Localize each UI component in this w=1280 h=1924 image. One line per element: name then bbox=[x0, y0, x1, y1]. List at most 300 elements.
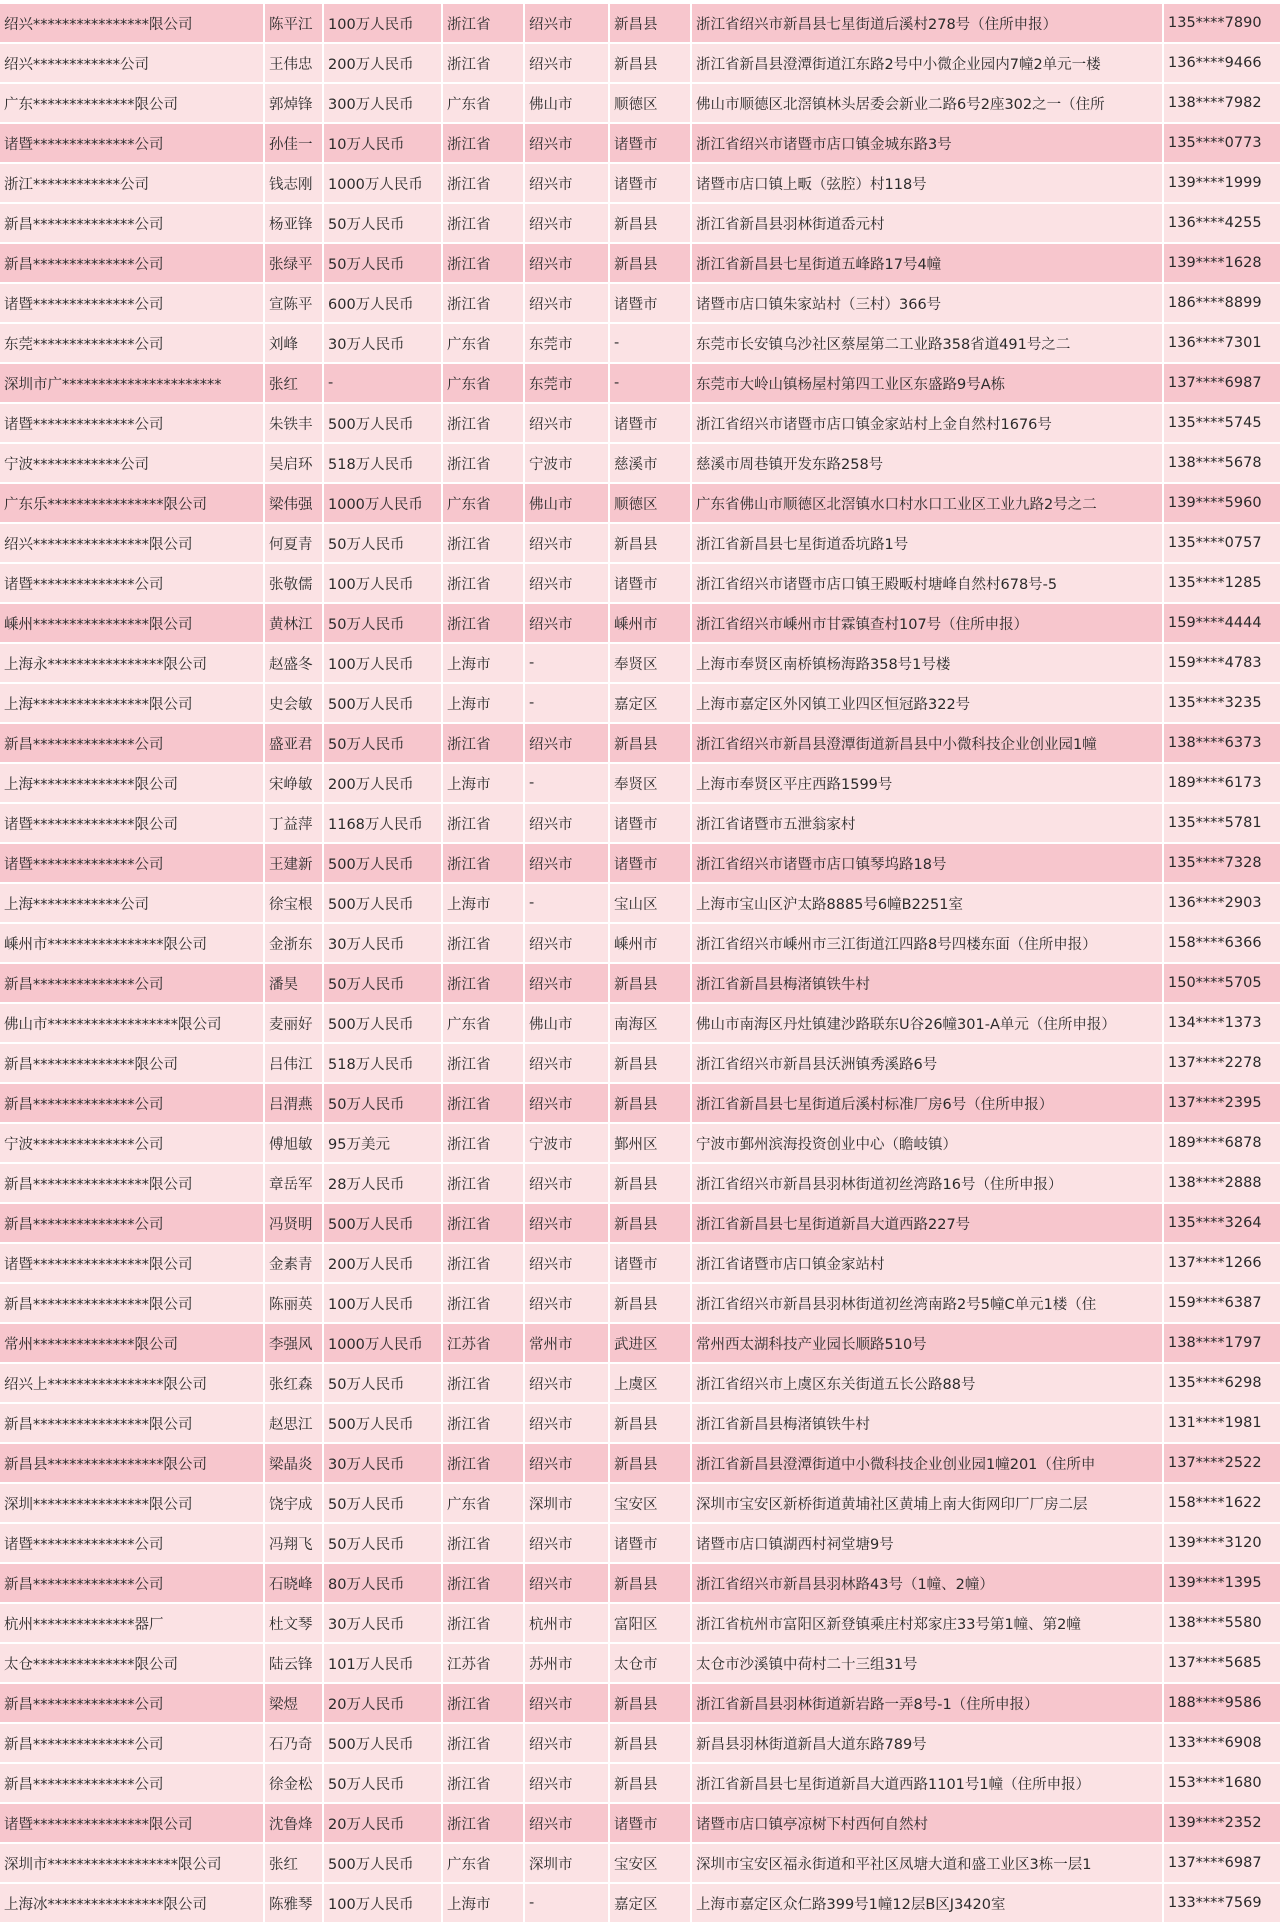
table-row bbox=[0, 83, 1280, 123]
district-cell: 奉贤区 bbox=[609, 643, 691, 683]
table-row bbox=[0, 1523, 1280, 1563]
registered-capital-cell: 50万人民币 bbox=[323, 603, 442, 643]
registered-capital-cell: 50万人民币 bbox=[323, 963, 442, 1003]
province-cell: 浙江省 bbox=[442, 1243, 524, 1283]
registered-capital-cell: 20万人民币 bbox=[323, 1803, 442, 1843]
district-cell: 武进区 bbox=[609, 1323, 691, 1363]
registered-capital-cell: 30万人民币 bbox=[323, 1603, 442, 1643]
city-cell: 绍兴市 bbox=[524, 1283, 609, 1323]
address-cell: 浙江省绍兴市新昌县羽林街道初丝湾路16号（住所申报） bbox=[691, 1163, 1163, 1203]
company-name-cell: 诸暨****************限公司 bbox=[0, 1243, 264, 1283]
company-name-cell: 诸暨**************公司 bbox=[0, 123, 264, 163]
province-cell: 浙江省 bbox=[442, 1083, 524, 1123]
legal-rep-cell: 王建新 bbox=[264, 843, 323, 883]
table-row bbox=[0, 363, 1280, 403]
registered-capital-cell: 500万人民币 bbox=[323, 1403, 442, 1443]
table-row bbox=[0, 1123, 1280, 1163]
address-cell: 浙江省杭州市富阳区新登镇乘庄村郑家庄33号第1幢、第2幢 bbox=[691, 1603, 1163, 1643]
phone-cell: 135****6298 bbox=[1163, 1363, 1280, 1403]
city-cell: 绍兴市 bbox=[524, 523, 609, 563]
registered-capital-cell: 1000万人民币 bbox=[323, 163, 442, 203]
district-cell: 嘉定区 bbox=[609, 1883, 691, 1923]
province-cell: 浙江省 bbox=[442, 923, 524, 963]
registered-capital-cell: 500万人民币 bbox=[323, 403, 442, 443]
address-cell: 常州西太湖科技产业园长顺路510号 bbox=[691, 1323, 1163, 1363]
registered-capital-cell: 50万人民币 bbox=[323, 723, 442, 763]
district-cell: 新昌县 bbox=[609, 1043, 691, 1083]
address-cell: 宁波市鄞州滨海投资创业中心（瞻岐镇） bbox=[691, 1123, 1163, 1163]
address-cell: 浙江省绍兴市新昌县羽林路43号（1幢、2幢） bbox=[691, 1563, 1163, 1603]
company-name-cell: 新昌**************公司 bbox=[0, 203, 264, 243]
registered-capital-cell: 500万人民币 bbox=[323, 1003, 442, 1043]
city-cell: 绍兴市 bbox=[524, 563, 609, 603]
phone-cell: 158****1622 bbox=[1163, 1483, 1280, 1523]
company-table-body bbox=[0, 4, 1280, 1923]
registered-capital-cell: 500万人民币 bbox=[323, 683, 442, 723]
registered-capital-cell: 30万人民币 bbox=[323, 923, 442, 963]
registered-capital-cell: 50万人民币 bbox=[323, 1523, 442, 1563]
province-cell: 浙江省 bbox=[442, 1363, 524, 1403]
legal-rep-cell: 陈平江 bbox=[264, 4, 323, 43]
phone-cell: 138****7982 bbox=[1163, 83, 1280, 123]
province-cell: 浙江省 bbox=[442, 1803, 524, 1843]
registered-capital-cell: 500万人民币 bbox=[323, 1723, 442, 1763]
address-cell: 浙江省新昌县澄潭街道中小微科技企业创业园1幢201（住所申 bbox=[691, 1443, 1163, 1483]
registered-capital-cell: - bbox=[323, 363, 442, 403]
address-cell: 上海市奉贤区平庄西路1599号 bbox=[691, 763, 1163, 803]
city-cell: 深圳市 bbox=[524, 1843, 609, 1883]
province-cell: 浙江省 bbox=[442, 203, 524, 243]
table-row bbox=[0, 1843, 1280, 1883]
table-row bbox=[0, 923, 1280, 963]
district-cell: 新昌县 bbox=[609, 723, 691, 763]
registered-capital-cell: 500万人民币 bbox=[323, 1203, 442, 1243]
table-row bbox=[0, 403, 1280, 443]
district-cell: 诸暨市 bbox=[609, 1803, 691, 1843]
address-cell: 浙江省绍兴市新昌县羽林街道初丝湾南路2号5幢C单元1楼（住 bbox=[691, 1283, 1163, 1323]
phone-cell: 138****5678 bbox=[1163, 443, 1280, 483]
legal-rep-cell: 金浙东 bbox=[264, 923, 323, 963]
province-cell: 浙江省 bbox=[442, 43, 524, 83]
company-name-cell: 诸暨**************公司 bbox=[0, 1523, 264, 1563]
company-name-cell: 新昌****************限公司 bbox=[0, 1163, 264, 1203]
legal-rep-cell: 吴启环 bbox=[264, 443, 323, 483]
phone-cell: 138****5580 bbox=[1163, 1603, 1280, 1643]
phone-cell: 135****0757 bbox=[1163, 523, 1280, 563]
province-cell: 广东省 bbox=[442, 483, 524, 523]
phone-cell: 139****5960 bbox=[1163, 483, 1280, 523]
phone-cell: 139****3120 bbox=[1163, 1523, 1280, 1563]
district-cell: 新昌县 bbox=[609, 243, 691, 283]
district-cell: 新昌县 bbox=[609, 1163, 691, 1203]
legal-rep-cell: 陈雅琴 bbox=[264, 1883, 323, 1923]
province-cell: 广东省 bbox=[442, 1003, 524, 1043]
city-cell: 绍兴市 bbox=[524, 1203, 609, 1243]
legal-rep-cell: 张红森 bbox=[264, 1363, 323, 1403]
table-row bbox=[0, 1283, 1280, 1323]
company-name-cell: 诸暨**************限公司 bbox=[0, 803, 264, 843]
phone-cell: 135****5745 bbox=[1163, 403, 1280, 443]
phone-cell: 153****1680 bbox=[1163, 1763, 1280, 1803]
legal-rep-cell: 冯贤明 bbox=[264, 1203, 323, 1243]
registered-capital-cell: 200万人民币 bbox=[323, 1243, 442, 1283]
city-cell: 绍兴市 bbox=[524, 1523, 609, 1563]
company-name-cell: 新昌**************公司 bbox=[0, 723, 264, 763]
table-row bbox=[0, 1683, 1280, 1723]
city-cell: 绍兴市 bbox=[524, 1163, 609, 1203]
address-cell: 浙江省新昌县羽林街道岙元村 bbox=[691, 203, 1163, 243]
legal-rep-cell: 张敬儒 bbox=[264, 563, 323, 603]
table-row bbox=[0, 803, 1280, 843]
city-cell: 绍兴市 bbox=[524, 203, 609, 243]
registered-capital-cell: 100万人民币 bbox=[323, 643, 442, 683]
district-cell: 诸暨市 bbox=[609, 123, 691, 163]
table-row bbox=[0, 1763, 1280, 1803]
registered-capital-cell: 10万人民币 bbox=[323, 123, 442, 163]
table-row bbox=[0, 1403, 1280, 1443]
city-cell: - bbox=[524, 683, 609, 723]
city-cell: 绍兴市 bbox=[524, 803, 609, 843]
table-row bbox=[0, 883, 1280, 923]
district-cell: 诸暨市 bbox=[609, 163, 691, 203]
city-cell: 绍兴市 bbox=[524, 603, 609, 643]
district-cell: 新昌县 bbox=[609, 1403, 691, 1443]
phone-cell: 135****7890 bbox=[1163, 4, 1280, 43]
legal-rep-cell: 傅旭敏 bbox=[264, 1123, 323, 1163]
legal-rep-cell: 朱铁丰 bbox=[264, 403, 323, 443]
phone-cell: 135****0773 bbox=[1163, 123, 1280, 163]
address-cell: 太仓市沙溪镇中荷村二十三组31号 bbox=[691, 1643, 1163, 1683]
legal-rep-cell: 刘峰 bbox=[264, 323, 323, 363]
district-cell: 新昌县 bbox=[609, 1443, 691, 1483]
company-name-cell: 新昌**************公司 bbox=[0, 1083, 264, 1123]
city-cell: 绍兴市 bbox=[524, 1363, 609, 1403]
registered-capital-cell: 30万人民币 bbox=[323, 323, 442, 363]
company-name-cell: 上海冰****************限公司 bbox=[0, 1883, 264, 1923]
district-cell: 太仓市 bbox=[609, 1643, 691, 1683]
legal-rep-cell: 杨亚锋 bbox=[264, 203, 323, 243]
address-cell: 广东省佛山市顺德区北滘镇水口村水口工业区工业九路2号之二 bbox=[691, 483, 1163, 523]
company-name-cell: 新昌**************公司 bbox=[0, 1203, 264, 1243]
district-cell: 宝安区 bbox=[609, 1483, 691, 1523]
city-cell: 杭州市 bbox=[524, 1603, 609, 1643]
district-cell: 诸暨市 bbox=[609, 403, 691, 443]
table-row bbox=[0, 1243, 1280, 1283]
legal-rep-cell: 石晓峰 bbox=[264, 1563, 323, 1603]
address-cell: 浙江省新昌县澄潭街道江东路2号中小微企业园内7幢2单元一楼 bbox=[691, 43, 1163, 83]
phone-cell: 189****6878 bbox=[1163, 1123, 1280, 1163]
table-row bbox=[0, 443, 1280, 483]
phone-cell: 159****6387 bbox=[1163, 1283, 1280, 1323]
company-table bbox=[0, 4, 1280, 1924]
district-cell: - bbox=[609, 323, 691, 363]
address-cell: 浙江省绍兴市诸暨市店口镇琴坞路18号 bbox=[691, 843, 1163, 883]
registered-capital-cell: 518万人民币 bbox=[323, 1043, 442, 1083]
phone-cell: 133****6908 bbox=[1163, 1723, 1280, 1763]
registered-capital-cell: 100万人民币 bbox=[323, 563, 442, 603]
legal-rep-cell: 赵盛冬 bbox=[264, 643, 323, 683]
district-cell: - bbox=[609, 363, 691, 403]
district-cell: 新昌县 bbox=[609, 4, 691, 43]
phone-cell: 131****1981 bbox=[1163, 1403, 1280, 1443]
company-name-cell: 新昌****************限公司 bbox=[0, 1283, 264, 1323]
address-cell: 佛山市顺德区北滘镇林头居委会新业二路6号2座302之一（住所 bbox=[691, 83, 1163, 123]
company-name-cell: 诸暨**************公司 bbox=[0, 563, 264, 603]
district-cell: 上虞区 bbox=[609, 1363, 691, 1403]
table-row bbox=[0, 523, 1280, 563]
address-cell: 诸暨市店口镇亭凉树下村西何自然村 bbox=[691, 1803, 1163, 1843]
registered-capital-cell: 30万人民币 bbox=[323, 1443, 442, 1483]
city-cell: 绍兴市 bbox=[524, 1043, 609, 1083]
city-cell: 东莞市 bbox=[524, 363, 609, 403]
province-cell: 浙江省 bbox=[442, 243, 524, 283]
company-name-cell: 嵊州市****************限公司 bbox=[0, 923, 264, 963]
province-cell: 浙江省 bbox=[442, 1163, 524, 1203]
legal-rep-cell: 徐宝根 bbox=[264, 883, 323, 923]
address-cell: 浙江省诸暨市店口镇金家站村 bbox=[691, 1243, 1163, 1283]
district-cell: 新昌县 bbox=[609, 203, 691, 243]
phone-cell: 139****2352 bbox=[1163, 1803, 1280, 1843]
legal-rep-cell: 杜文琴 bbox=[264, 1603, 323, 1643]
address-cell: 东莞市长安镇乌沙社区蔡屋第二工业路358省道491号之二 bbox=[691, 323, 1163, 363]
table-row bbox=[0, 123, 1280, 163]
legal-rep-cell: 金素青 bbox=[264, 1243, 323, 1283]
company-name-cell: 绍兴****************限公司 bbox=[0, 4, 264, 43]
district-cell: 新昌县 bbox=[609, 963, 691, 1003]
district-cell: 新昌县 bbox=[609, 1203, 691, 1243]
district-cell: 新昌县 bbox=[609, 1723, 691, 1763]
registered-capital-cell: 1000万人民币 bbox=[323, 483, 442, 523]
table-row bbox=[0, 1723, 1280, 1763]
province-cell: 浙江省 bbox=[442, 1683, 524, 1723]
city-cell: 绍兴市 bbox=[524, 1723, 609, 1763]
province-cell: 广东省 bbox=[442, 1843, 524, 1883]
province-cell: 浙江省 bbox=[442, 563, 524, 603]
phone-cell: 136****7301 bbox=[1163, 323, 1280, 363]
table-row bbox=[0, 1003, 1280, 1043]
table-row bbox=[0, 1803, 1280, 1843]
company-name-cell: 深圳市广********************** bbox=[0, 363, 264, 403]
address-cell: 诸暨市店口镇湖西村祠堂塘9号 bbox=[691, 1523, 1163, 1563]
phone-cell: 137****6987 bbox=[1163, 363, 1280, 403]
legal-rep-cell: 潘昊 bbox=[264, 963, 323, 1003]
province-cell: 浙江省 bbox=[442, 523, 524, 563]
registered-capital-cell: 1168万人民币 bbox=[323, 803, 442, 843]
registered-capital-cell: 50万人民币 bbox=[323, 1483, 442, 1523]
table-row bbox=[0, 283, 1280, 323]
registered-capital-cell: 500万人民币 bbox=[323, 1843, 442, 1883]
province-cell: 浙江省 bbox=[442, 123, 524, 163]
phone-cell: 139****1628 bbox=[1163, 243, 1280, 283]
city-cell: - bbox=[524, 883, 609, 923]
district-cell: 宝山区 bbox=[609, 883, 691, 923]
address-cell: 上海市宝山区沪太路8885号6幢B2251室 bbox=[691, 883, 1163, 923]
province-cell: 浙江省 bbox=[442, 803, 524, 843]
legal-rep-cell: 徐金松 bbox=[264, 1763, 323, 1803]
district-cell: 诸暨市 bbox=[609, 283, 691, 323]
district-cell: 嵊州市 bbox=[609, 603, 691, 643]
phone-cell: 136****4255 bbox=[1163, 203, 1280, 243]
district-cell: 宝安区 bbox=[609, 1843, 691, 1883]
province-cell: 广东省 bbox=[442, 1483, 524, 1523]
company-name-cell: 宁波************公司 bbox=[0, 443, 264, 483]
city-cell: 绍兴市 bbox=[524, 1683, 609, 1723]
legal-rep-cell: 沈鲁烽 bbox=[264, 1803, 323, 1843]
address-cell: 浙江省绍兴市新昌县沃洲镇秀溪路6号 bbox=[691, 1043, 1163, 1083]
district-cell: 南海区 bbox=[609, 1003, 691, 1043]
legal-rep-cell: 冯翔飞 bbox=[264, 1523, 323, 1563]
registered-capital-cell: 50万人民币 bbox=[323, 523, 442, 563]
table-row bbox=[0, 1563, 1280, 1603]
province-cell: 浙江省 bbox=[442, 1123, 524, 1163]
table-row bbox=[0, 1323, 1280, 1363]
address-cell: 诸暨市店口镇朱家站村（三村）366号 bbox=[691, 283, 1163, 323]
registered-capital-cell: 80万人民币 bbox=[323, 1563, 442, 1603]
registered-capital-cell: 500万人民币 bbox=[323, 883, 442, 923]
address-cell: 浙江省新昌县七星街道后溪村标准厂房6号（住所申报） bbox=[691, 1083, 1163, 1123]
company-name-cell: 杭州**************器厂 bbox=[0, 1603, 264, 1643]
address-cell: 上海市奉贤区南桥镇杨海路358号1号楼 bbox=[691, 643, 1163, 683]
phone-cell: 139****1395 bbox=[1163, 1563, 1280, 1603]
company-name-cell: 上海************公司 bbox=[0, 883, 264, 923]
company-name-cell: 诸暨**************公司 bbox=[0, 843, 264, 883]
phone-cell: 138****1797 bbox=[1163, 1323, 1280, 1363]
address-cell: 上海市嘉定区众仁路399号1幢12层B区J3420室 bbox=[691, 1883, 1163, 1923]
registered-capital-cell: 50万人民币 bbox=[323, 1763, 442, 1803]
company-name-cell: 新昌**************公司 bbox=[0, 1563, 264, 1603]
province-cell: 浙江省 bbox=[442, 1763, 524, 1803]
legal-rep-cell: 赵思江 bbox=[264, 1403, 323, 1443]
city-cell: 绍兴市 bbox=[524, 923, 609, 963]
phone-cell: 139****1999 bbox=[1163, 163, 1280, 203]
company-name-cell: 新昌**************公司 bbox=[0, 1763, 264, 1803]
company-name-cell: 新昌**************限公司 bbox=[0, 1043, 264, 1083]
address-cell: 浙江省绍兴市诸暨市店口镇金城东路3号 bbox=[691, 123, 1163, 163]
city-cell: 绍兴市 bbox=[524, 1803, 609, 1843]
city-cell: 绍兴市 bbox=[524, 163, 609, 203]
city-cell: 佛山市 bbox=[524, 1003, 609, 1043]
city-cell: 绍兴市 bbox=[524, 1763, 609, 1803]
table-row bbox=[0, 603, 1280, 643]
registered-capital-cell: 100万人民币 bbox=[323, 1883, 442, 1923]
province-cell: 广东省 bbox=[442, 323, 524, 363]
district-cell: 富阳区 bbox=[609, 1603, 691, 1643]
district-cell: 新昌县 bbox=[609, 523, 691, 563]
company-name-cell: 新昌县****************限公司 bbox=[0, 1443, 264, 1483]
company-name-cell: 诸暨**************公司 bbox=[0, 283, 264, 323]
address-cell: 诸暨市店口镇上畈（弦腔）村118号 bbox=[691, 163, 1163, 203]
legal-rep-cell: 黄林江 bbox=[264, 603, 323, 643]
registered-capital-cell: 20万人民币 bbox=[323, 1683, 442, 1723]
district-cell: 诸暨市 bbox=[609, 803, 691, 843]
phone-cell: 137****5685 bbox=[1163, 1643, 1280, 1683]
legal-rep-cell: 李强风 bbox=[264, 1323, 323, 1363]
phone-cell: 135****3235 bbox=[1163, 683, 1280, 723]
address-cell: 浙江省绍兴市新昌县七星街道后溪村278号（住所申报） bbox=[691, 4, 1163, 43]
company-name-cell: 新昌****************限公司 bbox=[0, 1403, 264, 1443]
province-cell: 浙江省 bbox=[442, 1723, 524, 1763]
registered-capital-cell: 101万人民币 bbox=[323, 1643, 442, 1683]
table-row bbox=[0, 43, 1280, 83]
city-cell: 东莞市 bbox=[524, 323, 609, 363]
registered-capital-cell: 200万人民币 bbox=[323, 763, 442, 803]
legal-rep-cell: 王伟忠 bbox=[264, 43, 323, 83]
address-cell: 浙江省新昌县梅渚镇铁牛村 bbox=[691, 963, 1163, 1003]
district-cell: 慈溪市 bbox=[609, 443, 691, 483]
phone-cell: 138****2888 bbox=[1163, 1163, 1280, 1203]
legal-rep-cell: 陆云锋 bbox=[264, 1643, 323, 1683]
company-name-cell: 广东乐****************限公司 bbox=[0, 483, 264, 523]
province-cell: 浙江省 bbox=[442, 603, 524, 643]
province-cell: 江苏省 bbox=[442, 1323, 524, 1363]
registered-capital-cell: 600万人民币 bbox=[323, 283, 442, 323]
phone-cell: 158****6366 bbox=[1163, 923, 1280, 963]
province-cell: 江苏省 bbox=[442, 1643, 524, 1683]
district-cell: 顺德区 bbox=[609, 483, 691, 523]
address-cell: 浙江省绍兴市嵊州市甘霖镇查村107号（住所申报） bbox=[691, 603, 1163, 643]
company-name-cell: 嵊州****************限公司 bbox=[0, 603, 264, 643]
province-cell: 浙江省 bbox=[442, 1043, 524, 1083]
phone-cell: 136****2903 bbox=[1163, 883, 1280, 923]
address-cell: 慈溪市周巷镇开发东路258号 bbox=[691, 443, 1163, 483]
phone-cell: 134****1373 bbox=[1163, 1003, 1280, 1043]
registered-capital-cell: 50万人民币 bbox=[323, 1363, 442, 1403]
table-row bbox=[0, 483, 1280, 523]
province-cell: 上海市 bbox=[442, 763, 524, 803]
company-name-cell: 浙江************公司 bbox=[0, 163, 264, 203]
company-name-cell: 新昌**************公司 bbox=[0, 963, 264, 1003]
district-cell: 诸暨市 bbox=[609, 1523, 691, 1563]
table-row bbox=[0, 1443, 1280, 1483]
legal-rep-cell: 梁晶炎 bbox=[264, 1443, 323, 1483]
phone-cell: 186****8899 bbox=[1163, 283, 1280, 323]
city-cell: 绍兴市 bbox=[524, 723, 609, 763]
legal-rep-cell: 孙佳一 bbox=[264, 123, 323, 163]
address-cell: 浙江省绍兴市嵊州市三江街道江四路8号四楼东面（住所申报） bbox=[691, 923, 1163, 963]
registered-capital-cell: 50万人民币 bbox=[323, 203, 442, 243]
registered-capital-cell: 50万人民币 bbox=[323, 243, 442, 283]
table-row bbox=[0, 1043, 1280, 1083]
company-name-cell: 东莞**************公司 bbox=[0, 323, 264, 363]
company-name-cell: 广东**************限公司 bbox=[0, 83, 264, 123]
city-cell: 绍兴市 bbox=[524, 1243, 609, 1283]
province-cell: 浙江省 bbox=[442, 1283, 524, 1323]
address-cell: 浙江省诸暨市五泄翁家村 bbox=[691, 803, 1163, 843]
table-row bbox=[0, 1883, 1280, 1923]
company-name-cell: 佛山市******************限公司 bbox=[0, 1003, 264, 1043]
district-cell: 新昌县 bbox=[609, 1683, 691, 1723]
address-cell: 浙江省新昌县梅渚镇铁牛村 bbox=[691, 1403, 1163, 1443]
province-cell: 浙江省 bbox=[442, 403, 524, 443]
table-row bbox=[0, 963, 1280, 1003]
legal-rep-cell: 宣陈平 bbox=[264, 283, 323, 323]
city-cell: 绍兴市 bbox=[524, 403, 609, 443]
table-row bbox=[0, 563, 1280, 603]
phone-cell: 137****2522 bbox=[1163, 1443, 1280, 1483]
table-row bbox=[0, 723, 1280, 763]
province-cell: 浙江省 bbox=[442, 443, 524, 483]
legal-rep-cell: 史会敏 bbox=[264, 683, 323, 723]
phone-cell: 188****9586 bbox=[1163, 1683, 1280, 1723]
district-cell: 诸暨市 bbox=[609, 1243, 691, 1283]
phone-cell: 135****3264 bbox=[1163, 1203, 1280, 1243]
registered-capital-cell: 500万人民币 bbox=[323, 843, 442, 883]
phone-cell: 137****1266 bbox=[1163, 1243, 1280, 1283]
phone-cell: 138****6373 bbox=[1163, 723, 1280, 763]
province-cell: 浙江省 bbox=[442, 283, 524, 323]
city-cell: 苏州市 bbox=[524, 1643, 609, 1683]
legal-rep-cell: 石乃奇 bbox=[264, 1723, 323, 1763]
